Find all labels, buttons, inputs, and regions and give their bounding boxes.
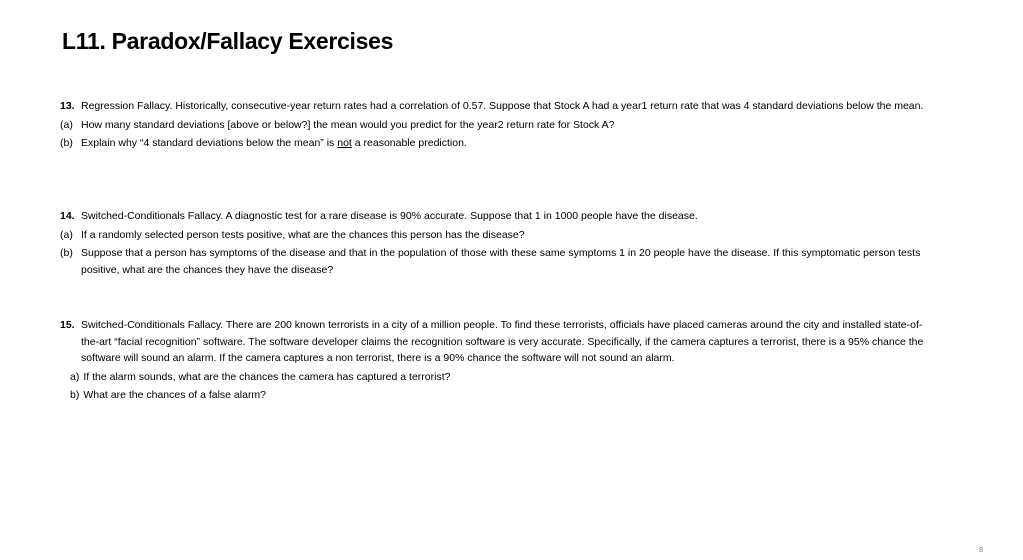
part-text-after: a reasonable prediction.: [351, 137, 467, 149]
exercise-number: 13.: [60, 100, 75, 112]
exercise-text: Switched-Conditionals Fallacy. There are 200 known terrorists in a city of a million people. To find these terrorists, officials have placed cameras around the city and installed state-of-the-art “facial recognition” software. The software developer claims the recognition software is very accurate. Specifically, if the camera captures a terrorist, there is a 95% chance the software will sound an alarm. If the camera captures a non terrorist, there is a 90% chance the software will not sound an alarm.: [81, 319, 924, 364]
exercise-15: [60, 317, 940, 404]
part-marker: (a): [60, 228, 73, 241]
exercise-text: Switched-Conditionals Fallacy. A diagnostic test for a rare disease is 90% accurate. Suppose that 1 in 1000 people have the disease.: [81, 210, 698, 222]
part-marker: (a): [60, 118, 73, 131]
exercise-15-part-b: [60, 387, 940, 404]
part-marker: a): [70, 370, 80, 383]
part-text-before: Explain why “4 standard deviations below the mean” is: [81, 137, 338, 149]
exercise-15-part-a: [60, 369, 940, 386]
exercise-13: [60, 98, 940, 152]
part-text: If a randomly selected person tests positive, what are the chances this person has the disease?: [81, 228, 525, 241]
part-text: [81, 135, 940, 152]
page-number: 8: [979, 547, 983, 554]
part-marker: b): [70, 389, 80, 401]
exercise-14: [60, 208, 940, 278]
slide-title: L11. Paradox/Fallacy Exercises: [62, 28, 394, 54]
exercise-13-part-a: [60, 117, 940, 134]
part-marker: (b): [60, 247, 73, 259]
exercise-14-part-a: [60, 227, 940, 244]
part-marker: (b): [60, 137, 73, 149]
exercise-13-stem: [60, 98, 940, 115]
part-text: How many standard deviations [above or below?] the mean would you predict for the year2 return rate for Stock A?: [81, 118, 615, 131]
part-text: Suppose that a person has symptoms of the disease and that in the population of those with these same symptoms 1 in 20 people have the disease. If this symptomatic person tests positive, what are the chances they have the disease?: [81, 247, 921, 276]
exercise-14-stem: [60, 208, 940, 225]
exercise-15-stem: [60, 317, 940, 367]
part-text: If the alarm sounds, what are the chances the camera has captured a terrorist?: [83, 370, 451, 383]
exercise-13-part-b: [60, 135, 940, 152]
exercise-number: 14.: [60, 210, 75, 222]
exercise-14-part-b: [60, 245, 940, 278]
exercise-text: Regression Fallacy. Historically, consecutive-year return rates had a correlation of 0.57. Suppose that Stock A had a year1 return rate that was 4 standard deviations below the mean.: [81, 100, 924, 112]
exercise-number: 15.: [60, 319, 75, 331]
underlined-word: not: [337, 137, 352, 149]
part-text: What are the chances of a false alarm?: [83, 389, 267, 401]
